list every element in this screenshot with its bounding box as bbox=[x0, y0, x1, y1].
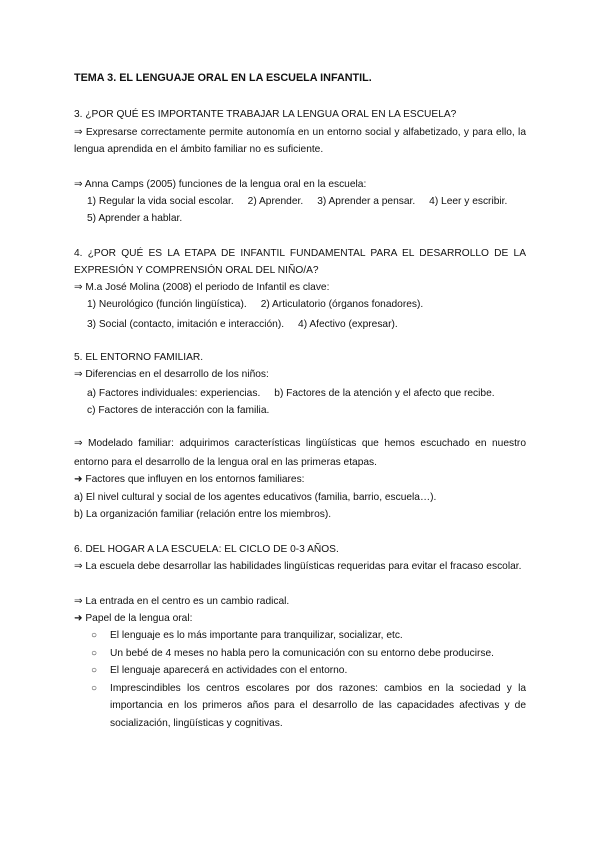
section-5-heading: 5. EL ENTORNO FAMILIAR. bbox=[74, 352, 204, 363]
aspect-item-1: 1) Neurológico (función lingüística). bbox=[87, 299, 247, 310]
family-factor-b: b) La organización familiar (relación entre los miembros). bbox=[74, 509, 332, 520]
aspects-list-row-1 bbox=[87, 298, 539, 312]
aspect-item-2: 2) Articulatorio (órganos fonadores). bbox=[260, 299, 424, 310]
function-item-5: 5) Aprender a hablar. bbox=[87, 213, 183, 224]
function-item-1: 1) Regular la vida social escolar. bbox=[87, 196, 234, 207]
factor-item-b: b) Factores de la atención y el afecto que recibe. bbox=[274, 388, 495, 399]
role-item-1: El lenguaje es lo más importante para tranquilizar, socializar, etc. bbox=[110, 630, 403, 641]
bullet-icon: ○ bbox=[91, 630, 98, 641]
function-item-2: 2) Aprender. bbox=[247, 196, 304, 207]
section-4-heading-line-2: EXPRESIÓN Y COMPRENSIÓN ORAL DEL NIÑO/A? bbox=[74, 265, 319, 276]
bullet-icon: ○ bbox=[91, 665, 98, 676]
section-6-paragraph-2: ⇒ La entrada en el centro es un cambio radical. bbox=[74, 596, 290, 607]
function-item-3: 3) Aprender a pensar. bbox=[317, 196, 416, 207]
role-item-2: Un bebé de 4 meses no habla pero la comunicación con su entorno debe producirse. bbox=[110, 648, 494, 659]
document-title: TEMA 3. EL LENGUAJE ORAL EN LA ESCUELA INFANTIL. bbox=[74, 72, 372, 84]
function-item-4: 4) Leer y escribir. bbox=[429, 196, 508, 207]
factor-item-a: a) Factores individuales: experiencias. bbox=[87, 388, 261, 399]
functions-list-row-1 bbox=[87, 195, 539, 209]
bullet-icon: ○ bbox=[91, 648, 98, 659]
factor-item-c: c) Factores de interacción con la familia. bbox=[87, 405, 270, 416]
section-4-heading-line-1: 4. ¿POR QUÉ ES LA ETAPA DE INFANTIL FUNDAMENTAL PARA EL DESARROLLO DE LA bbox=[74, 248, 526, 259]
family-factor-a: a) El nivel cultural y social de los agentes educativos (familia, barrio, escuela…). bbox=[74, 492, 437, 503]
aspects-list-row-2 bbox=[87, 318, 539, 332]
section-5-paragraph-3: ➜ Factores que influyen en los entornos familiares: bbox=[74, 474, 305, 485]
aspect-item-3: 3) Social (contacto, imitación e interacción). bbox=[87, 319, 285, 330]
role-item-4-line-1: Imprescindibles los centros escolares por dos razones: cambios en la sociedad y la bbox=[110, 683, 526, 694]
aspect-item-4: 4) Afectivo (expresar). bbox=[298, 319, 398, 330]
bullet-icon: ○ bbox=[91, 683, 98, 694]
role-item-3: El lenguaje aparecerá en actividades con el entorno. bbox=[110, 665, 348, 676]
section-4-paragraph-1: ⇒ M.a José Molina (2008) el periodo de Infantil es clave: bbox=[74, 282, 330, 293]
section-6-heading: 6. DEL HOGAR A LA ESCUELA: EL CICLO DE 0-3 AÑOS. bbox=[74, 544, 339, 555]
section-3-paragraph-2: ⇒ Anna Camps (2005) funciones de la lengua oral en la escuela: bbox=[74, 179, 367, 190]
factors-list-row-1 bbox=[87, 387, 539, 401]
section-5-paragraph-1: ⇒ Diferencias en el desarrollo de los niños: bbox=[74, 369, 269, 380]
role-item-4-line-3: socialización, lingüísticas y cognitivas. bbox=[110, 718, 283, 729]
section-3-heading: 3. ¿POR QUÉ ES IMPORTANTE TRABAJAR LA LENGUA ORAL EN LA ESCUELA? bbox=[74, 109, 457, 120]
section-5-paragraph-2-line-1: ⇒ Modelado familiar: adquirimos características lingüísticas que hemos escuchado en nuestro bbox=[74, 438, 526, 449]
section-3-paragraph-1-line-2: lengua aprendida en el ámbito familiar no es suficiente. bbox=[74, 144, 324, 155]
role-item-4-line-2: importancia en los primeros años para el desarrollo de las capacidades afectivas y de bbox=[110, 700, 526, 711]
section-3-paragraph-1-line-1: ⇒ Expresarse correctamente permite autonomía en un entorno social y alfabetizado, y para ello, la bbox=[74, 127, 526, 138]
section-6-paragraph-3: ➜ Papel de la lengua oral: bbox=[74, 613, 193, 624]
section-6-paragraph-1: ⇒ La escuela debe desarrollar las habilidades lingüísticas requeridas para evitar el fracaso escolar. bbox=[74, 561, 522, 572]
section-5-paragraph-2-line-2: entorno para el desarrollo de la lengua oral en las primeras etapas. bbox=[74, 457, 377, 468]
